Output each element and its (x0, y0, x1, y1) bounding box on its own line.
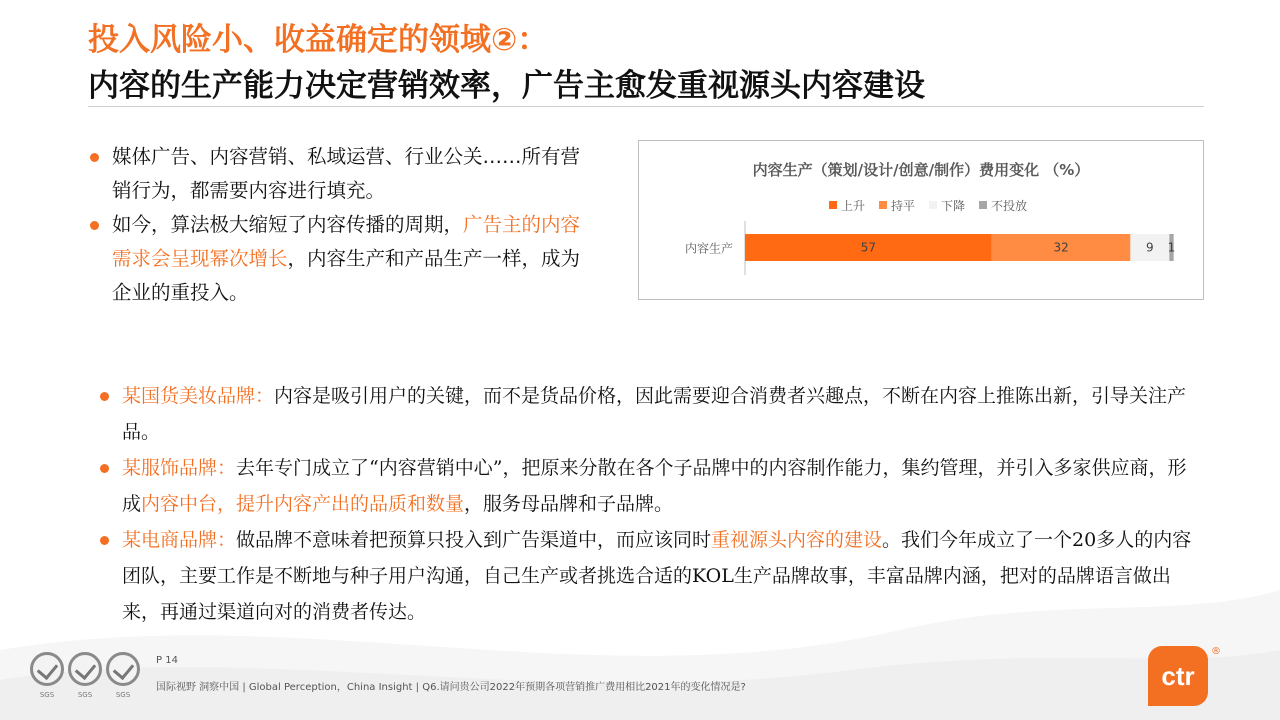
bullet-dot-icon (100, 464, 109, 473)
category-label: 内容生产 (684, 241, 733, 256)
case-bullet-apparel (100, 450, 1200, 522)
legend-label: 持平 (891, 198, 916, 213)
case-bullet-list (100, 378, 1200, 630)
case-text: 去年专门成立了“内容营销中心”，把原来分散在各个子品牌中的内容制作能力，集约管理，并引入多家供应商，形成 (122, 457, 1187, 515)
chart-title: 内容生产（策划/设计/创意/制作）费用变化 （%） (752, 161, 1090, 179)
bullet-text: ，内容生产和产品生产一样，成为企业的重投入。 (112, 247, 581, 304)
data-label-1: 57 (860, 240, 877, 255)
data-label-2: 32 (1053, 240, 1069, 255)
legend-label: 不投放 (991, 198, 1028, 213)
title-divider (88, 106, 1204, 107)
case-label: 某国货美妆品牌： (122, 385, 275, 407)
top-bullet-1 (88, 140, 598, 208)
data-label-4: 1 (1167, 240, 1176, 255)
case-label: 某电商品牌： (122, 529, 237, 551)
sgs-cert-icon (68, 652, 102, 699)
case-highlight: 内容中台，提升内容产出的品质和数量 (141, 493, 465, 515)
cert-label: SGS (39, 691, 55, 699)
cert-label: SGS (115, 691, 131, 699)
bullet-dot-icon (90, 153, 99, 162)
sgs-cert-icon (30, 652, 64, 699)
bullet-text: 如今，算法极大缩短了内容传播的周期， (112, 213, 464, 236)
case-bullet-beauty (100, 378, 1200, 450)
bullet-dot-icon (90, 221, 99, 230)
page-title-line-1: 投入风险小、收益确定的领域②： (88, 22, 549, 58)
registered-mark: ® (1211, 646, 1221, 657)
cert-label: SGS (77, 691, 93, 699)
certification-logos (30, 652, 140, 699)
ctr-logo: ctr (1148, 646, 1208, 706)
bullet-text: 媒体广告、内容营销、私域运营、行业公关……所有营销行为，都需要内容进行填充。 (112, 145, 581, 202)
legend-label: 上升 (841, 198, 866, 213)
sgs-cert-icon (106, 652, 140, 699)
data-label-3: 9 (1146, 240, 1154, 255)
page-number: P 14 (156, 655, 178, 666)
page-title-line-2: 内容的生产能力决定营销效率，广告主愈发重视源头内容建设 (88, 68, 925, 104)
case-label: 某服饰品牌： (122, 457, 237, 479)
chart-plot (639, 141, 1203, 299)
case-text: 做品牌不意味着把预算只投入到广告渠道中，而应该同时 (236, 529, 712, 551)
case-highlight: 重视源头内容的建设 (711, 529, 883, 551)
cost-change-chart (638, 140, 1204, 300)
bullet-dot-icon (100, 536, 109, 545)
case-text: 内容是吸引用户的关键，而不是货品价格，因此需要迎合消费者兴趣点，不断在内容上推陈出新，引导关注产品。 (122, 385, 1187, 443)
case-bullet-ecommerce (100, 522, 1200, 630)
top-bullet-2 (88, 208, 598, 310)
footer-source-text: 国际视野 洞察中国 | Global Perception，China Insight | Q6.请问贵公司2022年预期各项营销推广费用相比2021年的变化情况是? (156, 682, 746, 693)
case-text: 。我们今年成立了一个20多人的内容团队，主要工作是不断地与种子用户沟通，自己生产或者挑选合适的KOL生产品牌故事，丰富品牌内涵，把对的品牌语言做出来，再通过渠道向对的消费者传达。 (122, 529, 1192, 623)
legend-label: 下降 (941, 198, 966, 213)
top-bullet-list (88, 140, 598, 310)
bullet-dot-icon (100, 392, 109, 401)
case-text: ，服务母品牌和子品牌。 (464, 493, 674, 515)
bullet-highlight: 广告主的内容需求会呈现幂次增长 (112, 213, 581, 270)
